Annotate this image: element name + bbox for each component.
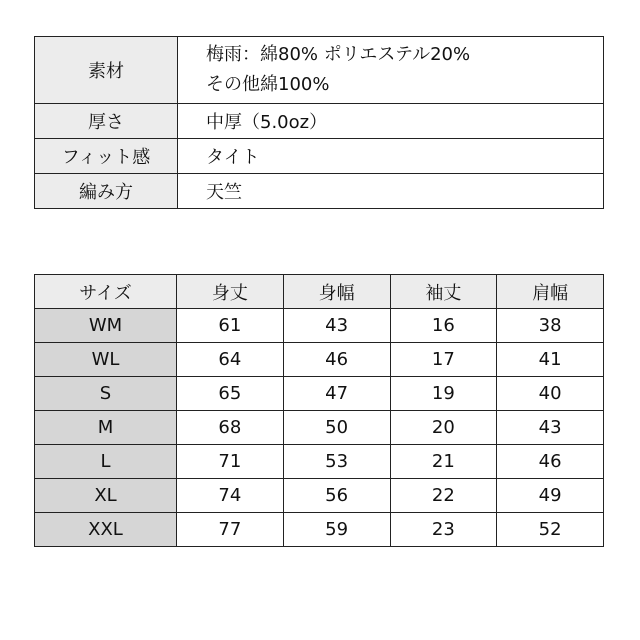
body-width-value: 43 <box>283 309 390 343</box>
shoulder-width-value: 38 <box>497 309 604 343</box>
body-width-value: 59 <box>283 513 390 547</box>
spec-value-material <box>178 37 604 104</box>
spec-row-material <box>35 37 604 104</box>
size-row <box>35 479 604 513</box>
sleeve-length-value: 17 <box>390 343 497 377</box>
spec-row-knit <box>35 174 604 209</box>
shoulder-width-value: 41 <box>497 343 604 377</box>
size-label: WL <box>35 343 177 377</box>
shoulder-width-value: 46 <box>497 445 604 479</box>
spec-label-thickness: 厚さ <box>35 104 178 139</box>
sleeve-length-value: 23 <box>390 513 497 547</box>
size-row <box>35 445 604 479</box>
header-body-length: 身丈 <box>177 275 284 309</box>
header-body-width: 身幅 <box>283 275 390 309</box>
spec-value-material-line-2: その他綿100% <box>206 74 330 95</box>
size-row <box>35 411 604 445</box>
body-length-value: 77 <box>177 513 284 547</box>
size-row <box>35 309 604 343</box>
spec-label-knit: 編み方 <box>35 174 178 209</box>
size-row <box>35 343 604 377</box>
material-spec-table <box>34 36 604 209</box>
body-width-value: 50 <box>283 411 390 445</box>
size-table-header-row <box>35 275 604 309</box>
body-length-value: 65 <box>177 377 284 411</box>
body-width-value: 53 <box>283 445 390 479</box>
spec-label-material: 素材 <box>35 37 178 104</box>
body-width-value: 56 <box>283 479 390 513</box>
body-width-value: 46 <box>283 343 390 377</box>
body-length-value: 64 <box>177 343 284 377</box>
body-length-value: 61 <box>177 309 284 343</box>
sleeve-length-value: 21 <box>390 445 497 479</box>
size-row <box>35 513 604 547</box>
sleeve-length-value: 20 <box>390 411 497 445</box>
body-length-value: 71 <box>177 445 284 479</box>
shoulder-width-value: 49 <box>497 479 604 513</box>
shoulder-width-value: 40 <box>497 377 604 411</box>
size-row <box>35 377 604 411</box>
size-label: S <box>35 377 177 411</box>
body-length-value: 68 <box>177 411 284 445</box>
sleeve-length-value: 19 <box>390 377 497 411</box>
header-sleeve-length: 袖丈 <box>390 275 497 309</box>
size-label: XL <box>35 479 177 513</box>
body-width-value: 47 <box>283 377 390 411</box>
sleeve-length-value: 22 <box>390 479 497 513</box>
size-label: XXL <box>35 513 177 547</box>
shoulder-width-value: 43 <box>497 411 604 445</box>
spec-row-fit <box>35 139 604 174</box>
spec-value-knit: 天竺 <box>178 174 604 209</box>
header-shoulder-width: 肩幅 <box>497 275 604 309</box>
size-label: L <box>35 445 177 479</box>
spec-row-thickness <box>35 104 604 139</box>
spec-value-material-line-1: 梅雨：綿80% ポリエステル20% <box>206 44 471 65</box>
sleeve-length-value: 16 <box>390 309 497 343</box>
shoulder-width-value: 52 <box>497 513 604 547</box>
body-length-value: 74 <box>177 479 284 513</box>
size-chart-table <box>34 274 604 547</box>
spec-value-thickness: 中厚（5.0oz） <box>178 104 604 139</box>
spec-label-fit: フィット感 <box>35 139 178 174</box>
size-label: M <box>35 411 177 445</box>
size-label: WM <box>35 309 177 343</box>
header-size: サイズ <box>35 275 177 309</box>
spec-value-fit: タイト <box>178 139 604 174</box>
